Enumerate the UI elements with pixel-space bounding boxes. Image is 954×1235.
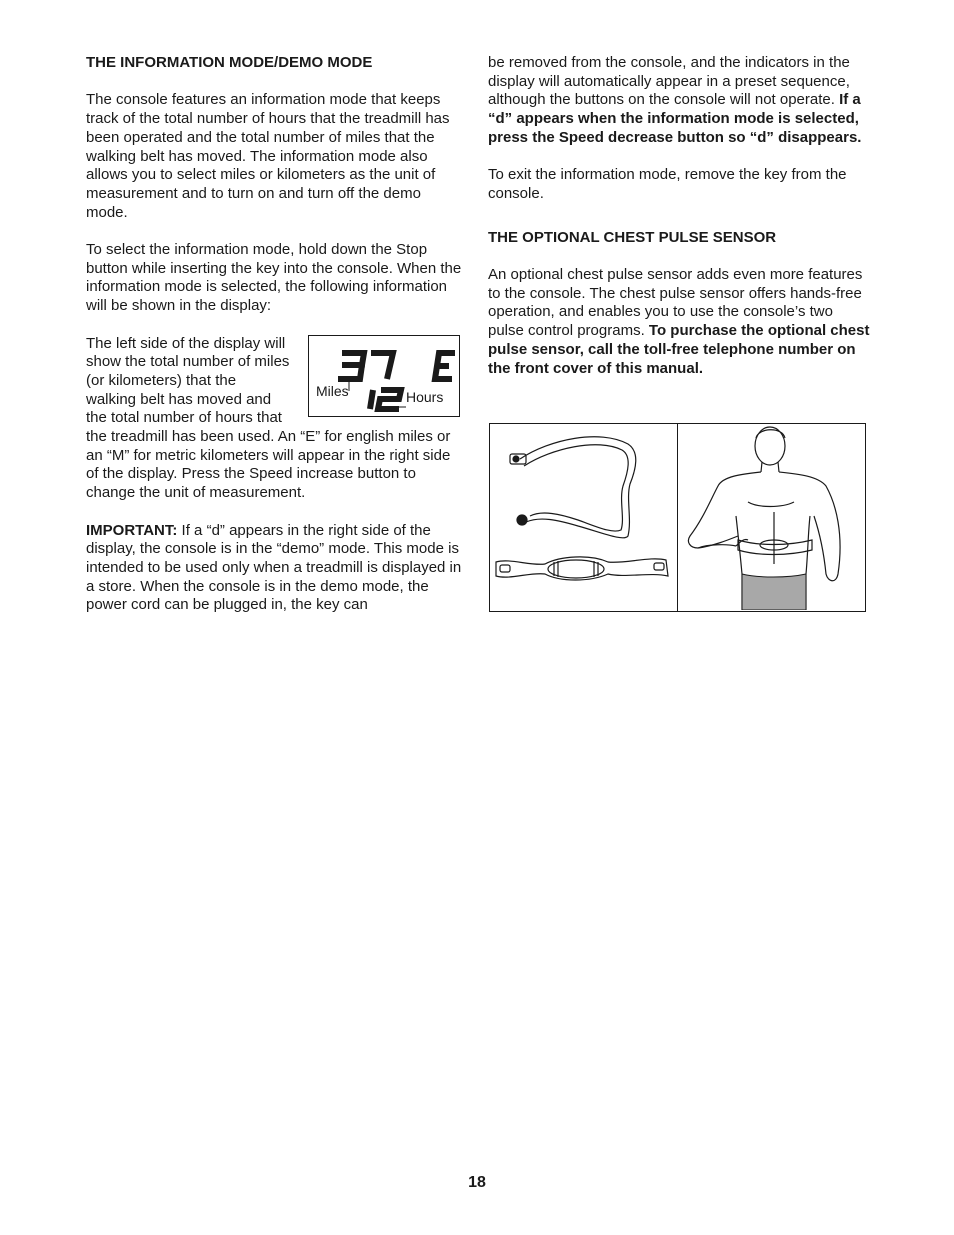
right-column [488,54,870,378]
console-display-illustration [308,335,460,417]
demo-mode-warning: If a “d” appears when the information mode is selected, press the Speed decrease button so “d” disappears. [488,91,862,146]
information-mode-heading: THE INFORMATION MODE/DEMO MODE [86,54,373,71]
chest-pulse-sensor-heading: THE OPTIONAL CHEST PULSE SENSOR [488,228,777,246]
display-digits-drawing [309,336,461,418]
hours-label: Hours [406,388,444,405]
chest-pulse-sensor-body: An optional chest pulse sensor adds even more features to the console. The chest pulse sensor offers hands-free operation, and enables you to use the console’s two pulse control programs. [488,266,863,340]
chest-strap-illustration [490,424,678,611]
display-description [86,335,466,503]
digit-7-shape [371,353,393,379]
miles-label: Miles [316,382,349,399]
demo-mode-continued-body: be removed from the console, and the indicators in the display will automatically appear in a preset sequence, although the buttons on the console will not operate. [488,54,850,109]
digit-3-shape [342,353,364,365]
digit-2-shape [378,390,401,409]
display-description-text: The left side of the display will show the total number of miles (or kilometers) that the walking belt has moved and the total number of hours that the treadmill has been used. An “E” for english miles or an “M” for metric kilometers will appear in the right side of the display. Press the Speed increase button to change the unit of measurement. [86,334,451,502]
important-label: IMPORTANT: [86,521,178,539]
chest-pulse-sensor-figure [489,423,866,612]
exit-information-mode-text: To exit the information mode, remove the key from the console. [488,166,847,202]
important-demo-mode-text [86,522,466,616]
person-wearing-strap-drawing [678,424,865,610]
information-mode-intro: The console features an information mode that keeps track of the total number of hours that the treadmill has been operated and the total number of miles that the walking belt has moved. The information mode also allows you to select miles or kilometers as the unit of measurement and to turn on and turn off the demo mode. [86,91,450,221]
left-column [86,54,466,615]
page-number: 18 [468,1174,486,1191]
select-information-mode-text: To select the information mode, hold down the Stop button while inserting the key into the console. When the information mode is selected, the following information will be shown in the display: [86,241,462,315]
person-wearing-strap-illustration [678,424,866,611]
important-body: If a “d” appears in the right side of the display, the console is in the “demo” mode. This mode is intended to be used only when a treadmill is displayed in a store. When the console is in the demo mode, the power cord can be plugged in, the key can [86,521,462,614]
demo-mode-continued-text [488,54,870,148]
chest-pulse-sensor-text [488,266,870,378]
purchase-sensor-instructions: To purchase the optional chest pulse sensor, call the toll-free telephone number on the front cover of this manual. [488,322,870,377]
digit-1-shape [370,390,373,409]
chest-strap-drawing [490,424,677,610]
